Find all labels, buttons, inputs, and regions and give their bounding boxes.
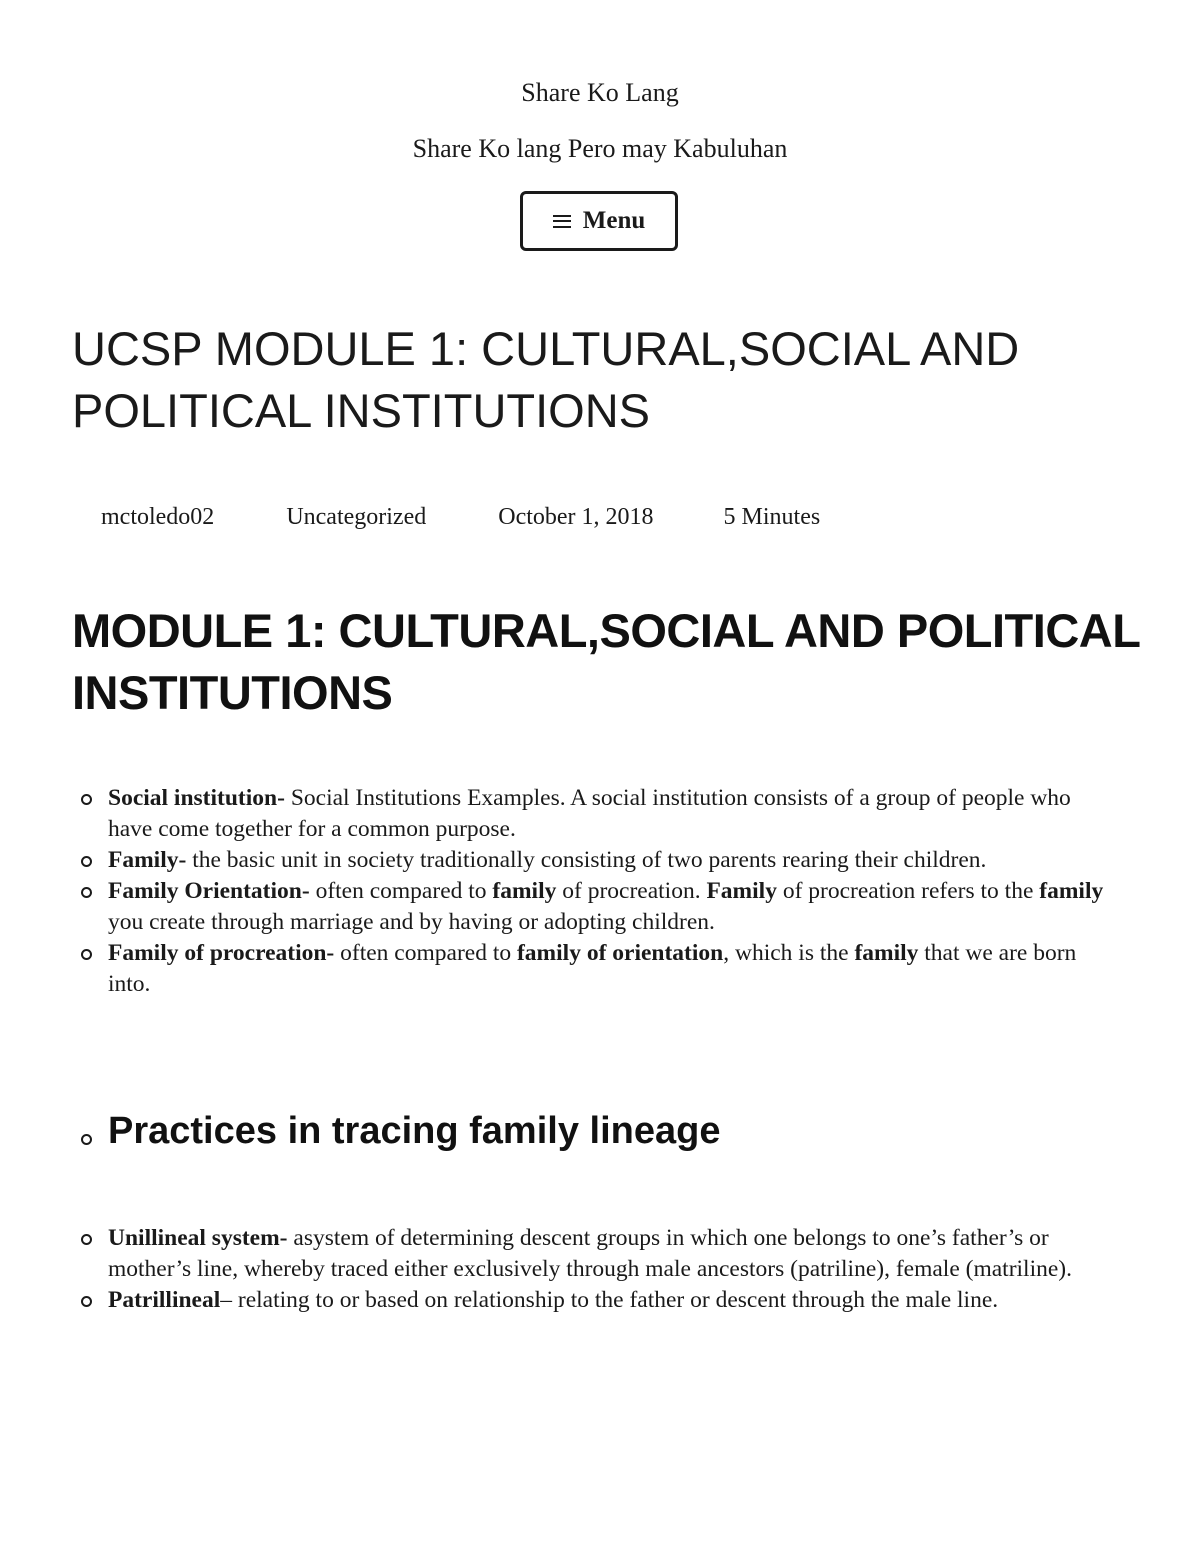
bold-word: family: [492, 878, 557, 904]
definition-text: of procreation.: [556, 878, 707, 904]
menu-button[interactable]: [520, 191, 678, 251]
bold-word: family: [854, 940, 919, 966]
definition-text: often compared to: [334, 940, 517, 966]
bold-word: family of orientation: [516, 940, 724, 966]
date-link[interactable]: October 1, 2018: [498, 503, 654, 530]
hamburger-icon: [553, 215, 571, 228]
definition-text: often compared to: [309, 878, 493, 904]
term-unillineal-system: Unillineal system-: [108, 1225, 288, 1251]
term-patrillineal: Patrillineal: [108, 1287, 221, 1313]
bold-word: family: [1039, 878, 1104, 904]
list-item: [108, 783, 1118, 845]
bold-word: Family: [706, 878, 777, 904]
list-item: [108, 845, 1118, 876]
definition-text: of procreation refers to the: [776, 878, 1040, 904]
lineage-heading-item: [108, 1104, 1118, 1158]
content-heading: MODULE 1: CULTURAL,SOCIAL AND POLITICAL INSTITUTIONS: [72, 604, 1140, 719]
term-family-of-procreation: Family of procreation-: [108, 940, 335, 966]
definition-text: Social Institutions Examples. A social institution consists of a group of people who have come together for a common purpose.: [108, 785, 1071, 842]
definition-text: , which is the: [723, 940, 855, 966]
lineage-heading: Practices in tracing family lineage: [108, 1110, 721, 1152]
list-item: [108, 1285, 1118, 1316]
lineage-list: [108, 1223, 1118, 1316]
category-link[interactable]: Uncategorized: [286, 503, 427, 530]
definition-text: the basic unit in society traditionally consisting of two parents rearing their children.: [186, 847, 987, 873]
term-family-orientation: Family Orientation-: [108, 878, 310, 904]
reading-time: 5 Minutes: [723, 503, 821, 530]
definition-text: – relating to or based on relationship to the father or descent through the male line.: [220, 1287, 999, 1313]
post-title: UCSP MODULE 1: CULTURAL,SOCIAL AND POLITICAL INSTITUTIONS: [72, 322, 1020, 437]
definition-text: you create through marriage and by having or adopting children.: [108, 909, 715, 935]
list-item: [108, 1223, 1118, 1285]
author-link[interactable]: mctoledo02: [101, 503, 215, 530]
term-family: Family-: [108, 847, 187, 873]
post-meta: [101, 500, 820, 534]
definition-text: that we are born into.: [108, 940, 1077, 997]
term-social-institution: Social institution-: [108, 785, 285, 811]
menu-button-label: Menu: [582, 207, 646, 234]
site-title-link[interactable]: Share Ko Lang: [521, 78, 679, 107]
definition-text: asystem of determining descent groups in which one belongs to one’s father’s or mother’s line, whereby traced either exclusively through male ancestors (patriline), female (matriline).: [108, 1225, 1072, 1282]
list-item: [108, 938, 1118, 1000]
definitions-list: [108, 783, 1118, 1000]
list-item: [108, 876, 1118, 938]
site-tagline: Share Ko lang Pero may Kabuluhan: [412, 134, 788, 163]
